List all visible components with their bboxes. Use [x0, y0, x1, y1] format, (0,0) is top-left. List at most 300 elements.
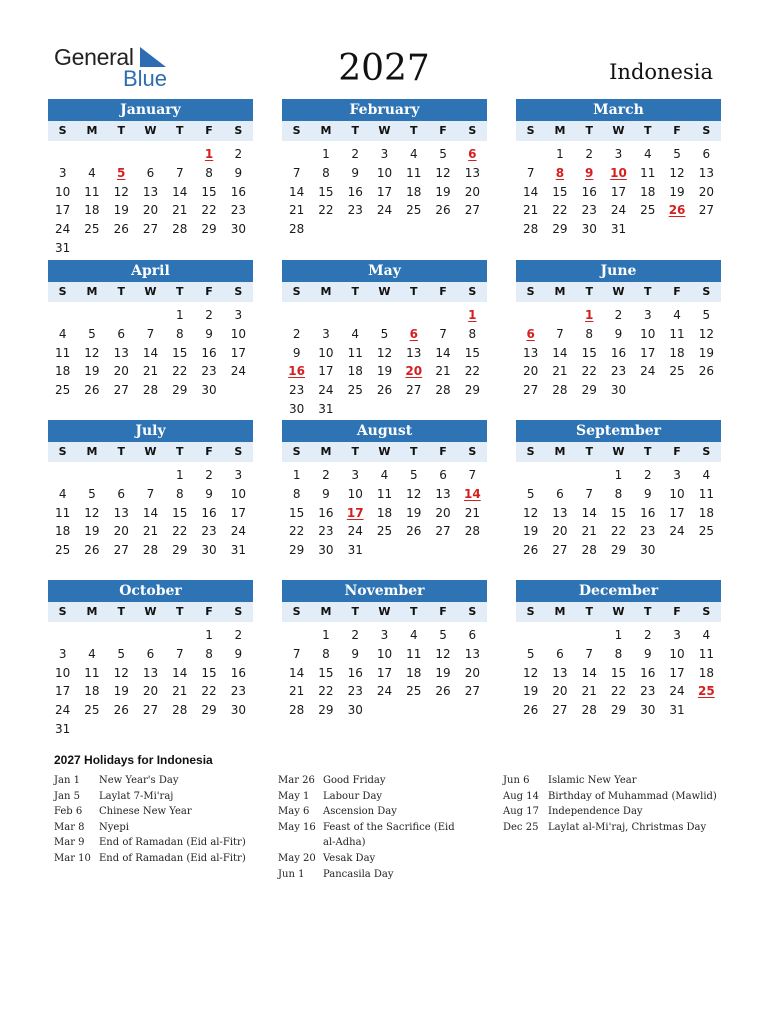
- day-cell: 12: [435, 646, 451, 661]
- day-cell: 18: [669, 345, 685, 360]
- day-cell: 23: [610, 364, 627, 379]
- weekday-label: F: [673, 445, 681, 458]
- day-cell: 26: [113, 703, 129, 717]
- day-cell: 31: [669, 703, 685, 717]
- day-cell: 25: [698, 684, 715, 699]
- day-cell: 7: [468, 468, 477, 482]
- weekday-label: F: [205, 445, 213, 458]
- day-cell: 24: [669, 524, 685, 539]
- holiday-date: Aug 17: [503, 806, 539, 818]
- day-cell: 11: [376, 486, 393, 501]
- day-cell: 21: [581, 524, 597, 539]
- weekday-label: W: [144, 445, 157, 458]
- day-cell: 16: [230, 665, 246, 680]
- day-cell: 11: [406, 646, 422, 661]
- weekday-label: M: [554, 445, 566, 458]
- day-cell: 17: [318, 364, 334, 379]
- day-cell: 9: [234, 165, 243, 180]
- day-cell: 13: [464, 646, 480, 661]
- day-cell: 25: [640, 203, 656, 218]
- weekday-label: M: [320, 285, 332, 298]
- weekday-label: F: [439, 445, 447, 458]
- day-cell: 3: [322, 326, 330, 341]
- empty-day: [165, 141, 194, 164]
- weekday-label: T: [351, 285, 359, 298]
- day-cell: 14: [172, 665, 188, 680]
- day-cell: 16: [201, 505, 217, 520]
- holiday-date: Mar 26: [278, 775, 315, 786]
- day-cell: 15: [581, 345, 597, 360]
- day-cell: 19: [435, 665, 451, 680]
- empty-day: [107, 462, 136, 485]
- day-cell: 8: [614, 646, 623, 661]
- day-cell: 22: [318, 684, 334, 699]
- day-cell: 20: [464, 184, 480, 199]
- day-cell: 26: [113, 222, 129, 236]
- day-cell: 28: [289, 703, 305, 717]
- day-cell: 18: [376, 505, 393, 520]
- day-cell: 4: [88, 646, 96, 661]
- holiday-name: End of Ramadan (Eid al-Fitr): [99, 837, 246, 849]
- weekday-label: F: [673, 605, 681, 618]
- weekday-label: F: [439, 124, 447, 137]
- day-cell: 4: [380, 468, 389, 482]
- day-cell: 14: [552, 345, 568, 360]
- day-cell: 1: [614, 628, 623, 642]
- weekday-label: S: [234, 605, 243, 618]
- weekday-label: W: [144, 605, 157, 618]
- weekday-label: S: [234, 124, 243, 137]
- weekday-label: T: [176, 605, 184, 618]
- day-cell: 26: [668, 203, 686, 218]
- day-cell: 6: [146, 165, 155, 180]
- days-grid: [282, 302, 487, 419]
- day-cell: 8: [175, 326, 184, 341]
- day-cell: 13: [113, 505, 129, 520]
- day-cell: 11: [347, 345, 363, 360]
- day-cell: 17: [55, 203, 71, 218]
- holiday-name: Independence Day: [548, 806, 643, 818]
- day-cell: 17: [230, 505, 246, 520]
- weekday-label: S: [526, 285, 535, 298]
- weekday-label: F: [205, 605, 213, 618]
- day-cell: 14: [523, 184, 539, 199]
- day-cell: 1: [614, 468, 623, 482]
- day-cell: 3: [58, 646, 67, 661]
- holiday-date: Mar 10: [54, 852, 91, 864]
- day-cell: 9: [205, 326, 213, 341]
- day-cell: 19: [669, 184, 685, 199]
- weekday-label: W: [612, 285, 625, 298]
- day-cell: 16: [318, 505, 334, 520]
- weekday-label: M: [86, 445, 98, 458]
- day-cell: 23: [230, 203, 246, 218]
- empty-day: [282, 141, 311, 164]
- weekday-label: T: [410, 124, 418, 137]
- weekday-label: M: [86, 285, 98, 298]
- day-cell: 10: [55, 184, 71, 199]
- weekday-label: T: [410, 445, 418, 458]
- day-cell: 13: [435, 486, 451, 501]
- holiday-name: Vesak Day: [323, 852, 376, 864]
- day-cell: 18: [347, 364, 363, 379]
- weekday-label: S: [234, 285, 243, 298]
- day-cell: 26: [523, 703, 539, 717]
- day-cell: 3: [351, 468, 360, 482]
- logo-blue-text: Blue: [123, 66, 168, 91]
- weekday-label: W: [378, 124, 391, 137]
- day-cell: 2: [205, 308, 213, 322]
- day-cell: 19: [113, 684, 129, 699]
- day-cell: 9: [585, 165, 594, 180]
- empty-day: [282, 302, 311, 325]
- day-cell: 1: [292, 468, 301, 482]
- day-cell: 20: [698, 184, 714, 199]
- days-grid: [516, 302, 721, 400]
- day-cell: 25: [55, 383, 71, 397]
- day-cell: 12: [84, 345, 100, 360]
- day-cell: 10: [640, 326, 656, 341]
- holiday-name: Pancasila Day: [323, 868, 394, 880]
- weekday-label: F: [673, 124, 681, 137]
- empty-day: [107, 622, 136, 645]
- holiday-date: Jun 1: [278, 868, 305, 880]
- day-cell: 10: [376, 165, 393, 180]
- weekday-label: M: [320, 445, 332, 458]
- day-cell: 28: [581, 543, 597, 557]
- day-cell: 7: [526, 165, 535, 180]
- day-cell: 1: [468, 308, 477, 322]
- day-cell: 4: [88, 165, 96, 180]
- month-may: [282, 260, 487, 419]
- empty-day: [48, 141, 77, 164]
- day-cell: 9: [351, 165, 360, 180]
- holiday-column: [278, 773, 468, 882]
- day-cell: 24: [669, 684, 685, 699]
- day-cell: 30: [230, 703, 246, 717]
- day-cell: 7: [585, 486, 594, 501]
- empty-day: [77, 622, 106, 645]
- day-cell: 21: [464, 505, 480, 520]
- day-cell: 21: [289, 684, 305, 699]
- day-cell: 16: [347, 665, 363, 680]
- day-cell: 18: [84, 684, 100, 699]
- day-cell: 3: [673, 628, 681, 642]
- day-cell: 23: [318, 524, 334, 539]
- day-cell: 29: [552, 222, 568, 236]
- day-cell: 2: [351, 147, 360, 161]
- holiday-name: Nyepi: [99, 821, 129, 833]
- holiday-name: Birthday of Muhammad (Mawlid): [548, 790, 717, 802]
- day-cell: 4: [351, 326, 360, 341]
- holiday-name: End of Ramadan (Eid al-Fitr): [99, 852, 246, 864]
- day-cell: 18: [698, 505, 714, 520]
- holiday-item: [503, 789, 718, 805]
- day-cell: 15: [201, 184, 217, 199]
- day-cell: 24: [640, 364, 656, 379]
- weekday-label: T: [410, 605, 418, 618]
- day-cell: 26: [523, 543, 539, 557]
- days-grid: [48, 622, 253, 739]
- day-cell: 27: [406, 383, 422, 397]
- empty-day: [341, 302, 370, 325]
- day-cell: 12: [376, 345, 393, 360]
- day-cell: 7: [292, 165, 301, 180]
- day-cell: 21: [172, 203, 188, 218]
- day-cell: 9: [643, 646, 652, 661]
- day-cell: 24: [347, 524, 363, 539]
- holiday-item: [503, 820, 718, 836]
- day-cell: 24: [376, 684, 393, 699]
- empty-day: [48, 622, 77, 645]
- day-cell: 9: [614, 326, 623, 341]
- day-cell: 25: [376, 524, 393, 539]
- day-cell: 3: [673, 468, 681, 482]
- day-cell: 20: [464, 665, 480, 680]
- day-cell: 19: [113, 203, 129, 218]
- day-cell: 14: [581, 665, 597, 680]
- day-cell: 2: [234, 147, 243, 161]
- month-march: [516, 99, 721, 239]
- day-cell: 22: [552, 203, 568, 218]
- day-cell: 1: [205, 628, 213, 642]
- weekday-label: T: [117, 445, 125, 458]
- day-cell: 10: [669, 486, 685, 501]
- day-cell: 15: [552, 184, 568, 199]
- day-cell: 7: [146, 486, 155, 501]
- day-cell: 13: [406, 345, 422, 360]
- day-cell: 21: [142, 364, 159, 379]
- day-cell: 11: [669, 326, 685, 341]
- weekday-label: T: [176, 285, 184, 298]
- day-cell: 20: [142, 684, 159, 699]
- day-cell: 26: [406, 524, 422, 539]
- day-cell: 3: [643, 308, 652, 322]
- day-cell: 8: [205, 165, 213, 180]
- month-title: October: [48, 580, 253, 602]
- weekday-header: [282, 282, 487, 302]
- day-cell: 4: [58, 486, 67, 501]
- day-cell: 8: [322, 646, 330, 661]
- days-grid: [282, 141, 487, 239]
- day-cell: 20: [405, 364, 423, 379]
- holiday-date: Jan 1: [54, 775, 80, 786]
- day-cell: 17: [230, 345, 246, 360]
- empty-day: [311, 302, 340, 325]
- day-cell: 21: [172, 684, 188, 699]
- day-cell: 22: [172, 524, 188, 539]
- day-cell: 23: [230, 684, 246, 699]
- empty-day: [136, 302, 165, 325]
- empty-day: [136, 141, 165, 164]
- weekday-label: S: [468, 124, 477, 137]
- day-cell: 27: [464, 203, 480, 218]
- day-cell: 20: [142, 203, 159, 218]
- day-cell: 10: [230, 486, 246, 501]
- day-cell: 1: [175, 468, 184, 482]
- day-cell: 28: [289, 222, 305, 236]
- weekday-label: T: [117, 124, 125, 137]
- day-cell: 30: [581, 222, 597, 236]
- day-cell: 7: [146, 326, 155, 341]
- empty-day: [136, 462, 165, 485]
- days-grid: [282, 462, 487, 560]
- empty-day: [545, 622, 574, 645]
- day-cell: 29: [201, 703, 217, 717]
- month-december: [516, 580, 721, 720]
- holiday-item: [503, 804, 718, 820]
- holiday-column: [54, 773, 264, 867]
- day-cell: 9: [643, 486, 652, 501]
- day-cell: 23: [201, 524, 217, 539]
- holiday-name: Laylat al-Mi'raj, Christmas Day: [548, 821, 707, 833]
- day-cell: 6: [702, 147, 711, 161]
- weekday-label: F: [205, 285, 213, 298]
- day-cell: 10: [669, 646, 685, 661]
- day-cell: 7: [556, 326, 564, 341]
- days-grid: [48, 302, 253, 400]
- holiday-date: Mar 9: [54, 837, 85, 849]
- holiday-name: New Year's Day: [99, 775, 179, 786]
- month-title: May: [282, 260, 487, 282]
- weekday-label: S: [58, 445, 67, 458]
- day-cell: 11: [84, 184, 100, 199]
- days-grid: [48, 141, 253, 258]
- day-cell: 11: [55, 505, 71, 520]
- day-cell: 20: [113, 524, 129, 539]
- day-cell: 20: [552, 684, 568, 699]
- day-cell: 3: [614, 147, 623, 161]
- day-cell: 19: [523, 684, 539, 699]
- holiday-date: Feb 6: [54, 806, 83, 818]
- day-cell: 2: [614, 308, 623, 322]
- holiday-item: [503, 773, 718, 789]
- empty-day: [428, 302, 457, 325]
- day-cell: 24: [318, 383, 334, 397]
- month-title: November: [282, 580, 487, 602]
- day-cell: 17: [376, 184, 393, 199]
- day-cell: 23: [289, 383, 305, 397]
- day-cell: 27: [142, 703, 159, 717]
- weekday-label: S: [702, 124, 711, 137]
- holiday-name: Feast of the Sacrifice (Eid al-Adha): [323, 821, 455, 849]
- day-cell: 18: [698, 665, 714, 680]
- day-cell: 30: [640, 543, 656, 557]
- holiday-name: Good Friday: [323, 775, 386, 786]
- weekday-label: S: [526, 124, 535, 137]
- day-cell: 5: [117, 165, 126, 180]
- day-cell: 12: [698, 326, 714, 341]
- day-cell: 21: [552, 364, 568, 379]
- weekday-label: T: [585, 124, 593, 137]
- month-title: January: [48, 99, 253, 121]
- weekday-label: W: [612, 605, 625, 618]
- day-cell: 22: [610, 524, 627, 539]
- day-cell: 9: [292, 345, 301, 360]
- day-cell: 11: [406, 165, 422, 180]
- empty-day: [48, 462, 77, 485]
- day-cell: 8: [292, 486, 301, 501]
- weekday-header: [516, 442, 721, 462]
- month-august: [282, 420, 487, 560]
- day-cell: 8: [175, 486, 184, 501]
- day-cell: 25: [406, 684, 422, 699]
- day-cell: 4: [702, 628, 711, 642]
- weekday-label: T: [410, 285, 418, 298]
- day-cell: 15: [172, 345, 188, 360]
- day-cell: 15: [610, 665, 627, 680]
- day-cell: 12: [435, 165, 451, 180]
- day-cell: 27: [552, 543, 568, 557]
- day-cell: 28: [172, 222, 188, 236]
- day-cell: 5: [526, 486, 535, 501]
- day-cell: 15: [201, 665, 217, 680]
- weekday-label: T: [117, 285, 125, 298]
- day-cell: 31: [55, 240, 71, 255]
- day-cell: 9: [205, 486, 213, 501]
- weekday-label: M: [86, 124, 98, 137]
- days-grid: [516, 141, 721, 239]
- weekday-label: S: [526, 605, 535, 618]
- day-cell: 8: [205, 646, 213, 661]
- weekday-header: [282, 442, 487, 462]
- day-cell: 31: [230, 543, 246, 557]
- empty-day: [107, 141, 136, 164]
- weekday-label: F: [673, 285, 681, 298]
- month-february: [282, 99, 487, 239]
- month-title: June: [516, 260, 721, 282]
- day-cell: 2: [643, 628, 652, 642]
- holiday-name: Ascension Day: [323, 806, 397, 818]
- day-cell: 28: [142, 383, 159, 397]
- day-cell: 22: [610, 684, 627, 699]
- day-cell: 24: [55, 703, 71, 717]
- holiday-item: [278, 867, 468, 883]
- holiday-date: May 16: [278, 821, 316, 833]
- day-cell: 16: [201, 345, 217, 360]
- day-cell: 19: [84, 524, 100, 539]
- month-title: March: [516, 99, 721, 121]
- weekday-header: [516, 282, 721, 302]
- weekday-label: S: [468, 285, 477, 298]
- day-cell: 10: [230, 326, 246, 341]
- day-cell: 18: [406, 184, 422, 199]
- weekday-label: F: [439, 605, 447, 618]
- day-cell: 8: [614, 486, 623, 501]
- holiday-name: Islamic New Year: [548, 775, 637, 786]
- holiday-item: [54, 789, 264, 805]
- day-cell: 4: [409, 147, 418, 161]
- day-cell: 5: [439, 147, 447, 161]
- weekday-header: [516, 121, 721, 141]
- day-cell: 22: [201, 684, 217, 699]
- day-cell: 2: [351, 628, 360, 642]
- day-cell: 6: [409, 326, 418, 341]
- month-january: [48, 99, 253, 258]
- weekday-header: [48, 282, 253, 302]
- day-cell: 14: [464, 486, 481, 501]
- empty-day: [77, 462, 106, 485]
- holiday-item: [278, 820, 468, 851]
- day-cell: 13: [698, 165, 714, 180]
- empty-day: [107, 302, 136, 325]
- day-cell: 20: [113, 364, 129, 379]
- weekday-label: S: [702, 285, 711, 298]
- weekday-label: S: [58, 124, 67, 137]
- day-cell: 31: [318, 401, 334, 416]
- day-cell: 27: [142, 222, 159, 236]
- day-cell: 30: [640, 703, 656, 717]
